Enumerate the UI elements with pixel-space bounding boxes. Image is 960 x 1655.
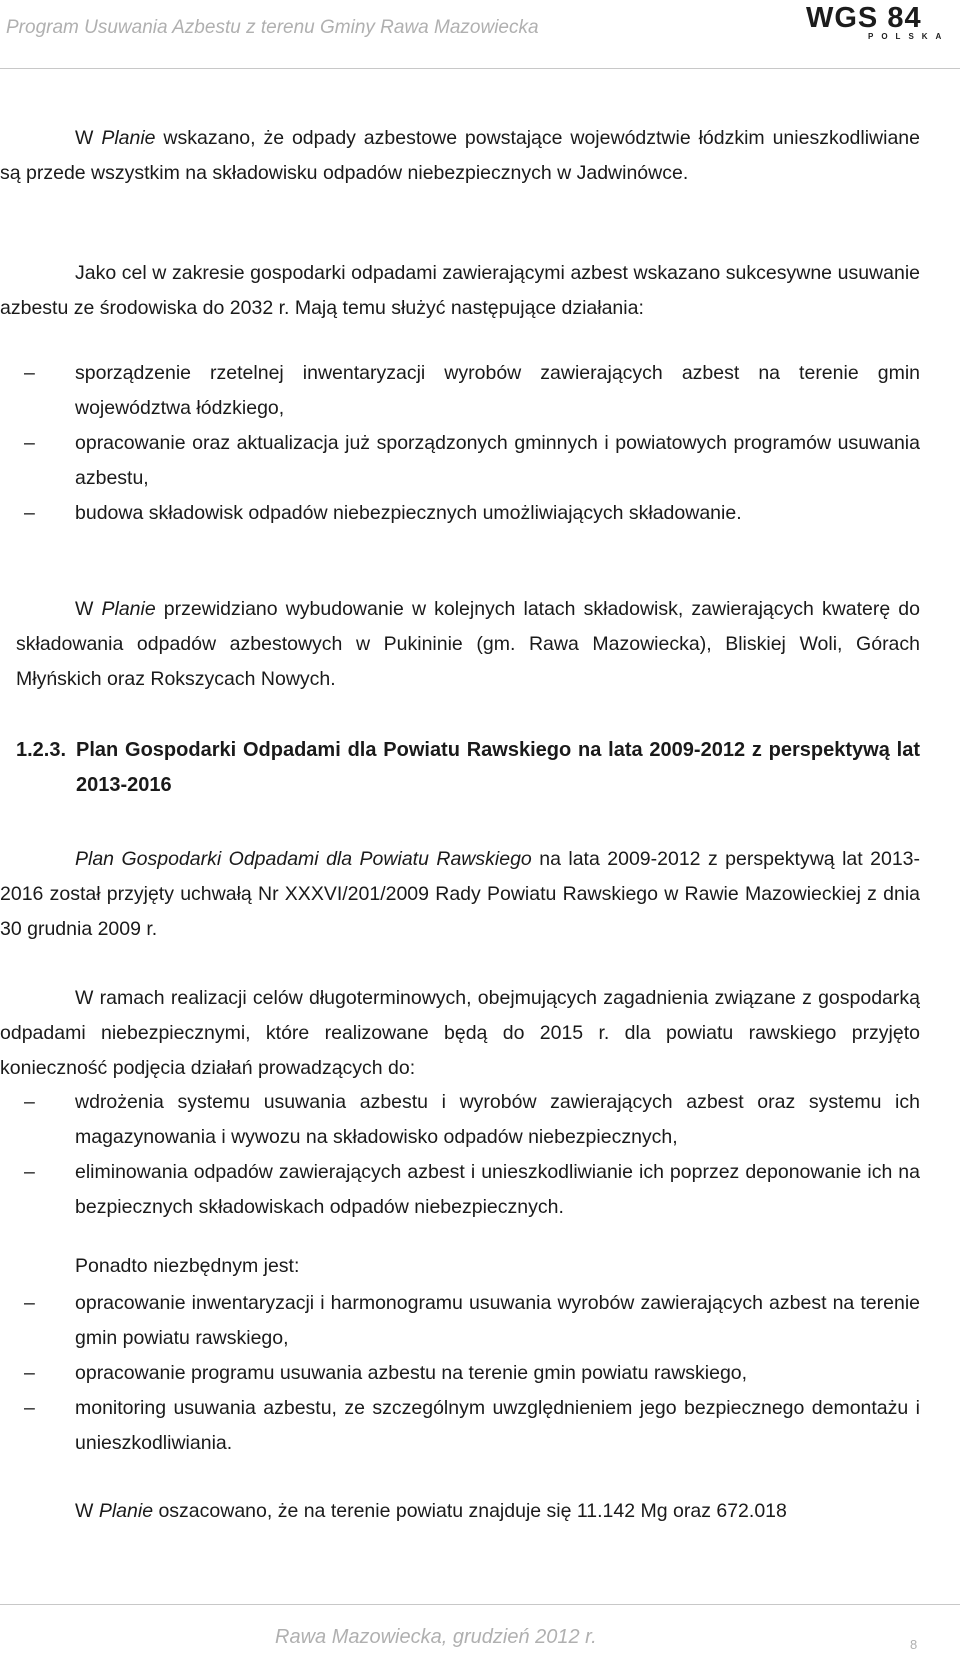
paragraph-3 [16,592,920,697]
paragraph-1 [0,121,920,191]
list-item [0,426,920,496]
dash-bullet: – [24,362,35,384]
list-item-text: wdrożenia systemu usuwania azbestu i wyrobów zawierających azbest oraz systemu ich magazynowania i wywozu na składowisko odpadów niebezpiecznych, [75,1091,920,1148]
list-item-text: opracowanie programu usuwania azbestu na terenie gmin powiatu rawskiego, [75,1362,748,1384]
p1-plan-italic: Planie [101,127,156,149]
footer-location-date: Rawa Mazowiecka, grudzień 2012 r. [275,1626,597,1648]
list-item [0,496,920,531]
p1-lead: W [75,127,94,149]
p1-text: wskazano, że odpady azbestowe powstające województwie łódzkim unieszkodliwiane są przede wszystkim na składowisku odpadów niebezpiecznych w Jadwinówce. [0,127,920,184]
p4-text: na lata 2009-2012 z perspektywą lat 2013-2016 został przyjęty uchwałą Nr XXXVI/201/2009 Rady Powiatu Rawskiego w Rawie Mazowieckiej z dnia 30 grudnia 2009 r. [0,848,921,940]
paragraph-2: Jako cel w zakresie gospodarki odpadami zawierającymi azbest wskazano sukcesywne usuwanie azbestu ze środowiska do 2032 r. Mają temu służyć następujące działania: [0,262,920,319]
list-item [0,1155,920,1225]
page-number: 8 [910,1637,918,1652]
dash-bullet: – [24,1091,35,1113]
logo-wordmark: WGS 84 [806,2,922,34]
p3-plan-italic: Planie [101,598,156,620]
list-item [0,1356,920,1391]
paragraph-5: W ramach realizacji celów długoterminowych, obejmujących zagadnienia związane z gospodarką odpadami niebezpiecznymi, które realizowane będą do 2015 r. dla powiatu rawskiego przyjęto konieczność podjęcia działań prowadzących do: [0,987,920,1079]
list-item-text: monitoring usuwania azbestu, ze szczególnym uwzględnieniem jego bezpiecznego demontażu i unieszkodliwiania. [75,1397,920,1454]
list-item [0,1286,920,1356]
list-item-text: eliminowania odpadów zawierających azbest i unieszkodliwianie ich poprzez deponowanie ich na bezpiecznych składowiskach odpadów niebezpiecznych. [75,1161,920,1218]
paragraph-6: Ponadto niezbędnym jest: [75,1255,300,1277]
dash-bullet: – [24,1362,35,1384]
list-item [0,1391,920,1461]
dash-bullet: – [24,432,35,454]
dash-bullet: – [24,1161,35,1183]
paragraph-4 [0,842,920,947]
section-heading [16,733,920,803]
paragraph-7 [75,1494,920,1529]
list-additional [0,1286,920,1461]
section-title: Plan Gospodarki Odpadami dla Powiatu Rawskiego na lata 2009-2012 z perspektywą lat 2013-2016 [76,739,920,796]
header-divider [0,68,960,69]
dash-bullet: – [24,502,35,524]
list-item-text: budowa składowisk odpadów niebezpiecznych umożliwiających składowanie. [75,502,742,524]
list-item-text: opracowanie oraz aktualizacja już sporządzonych gminnych i powiatowych programów usuwania azbestu, [75,432,920,489]
dash-bullet: – [24,1292,35,1314]
list-actions [0,1085,920,1225]
wgs84-logo [806,2,958,50]
footer-divider [0,1604,960,1605]
page-header [0,0,960,68]
section-number: 1.2.3. [16,739,67,761]
p4-title-italic: Plan Gospodarki Odpadami dla Powiatu Rawskiego [75,848,532,870]
list-item-text: sporządzenie rzetelnej inwentaryzacji wyrobów zawierających azbest na terenie gmin województwa łódzkiego, [75,362,920,419]
p7-plan-italic: Planie [98,1500,154,1522]
p7-text: oszacowano, że na terenie powiatu znajduje się 11.142 Mg oraz 672.018 [153,1500,787,1522]
list-item [0,356,920,426]
list-item [0,1085,920,1155]
p3-lead: W [75,598,94,620]
p3-text: przewidziano wybudowanie w kolejnych latach składowisk, zawierających kwaterę do składowania odpadów azbestowych w Pukininie (gm. Rawa Mazowiecka), Bliskiej Woli, Górach Młyńskich oraz Rokszycach Nowych. [16,598,920,690]
logo-subtitle: POLSKA [868,32,950,41]
p7-lead: W [75,1500,94,1522]
list-item-text: opracowanie inwentaryzacji i harmonogramu usuwania wyrobów zawierających azbest na terenie gmin powiatu rawskiego, [75,1292,920,1349]
list-goals [0,356,920,531]
header-title: Program Usuwania Azbestu z terenu Gminy Rawa Mazowiecka [6,17,539,38]
dash-bullet: – [24,1397,35,1419]
